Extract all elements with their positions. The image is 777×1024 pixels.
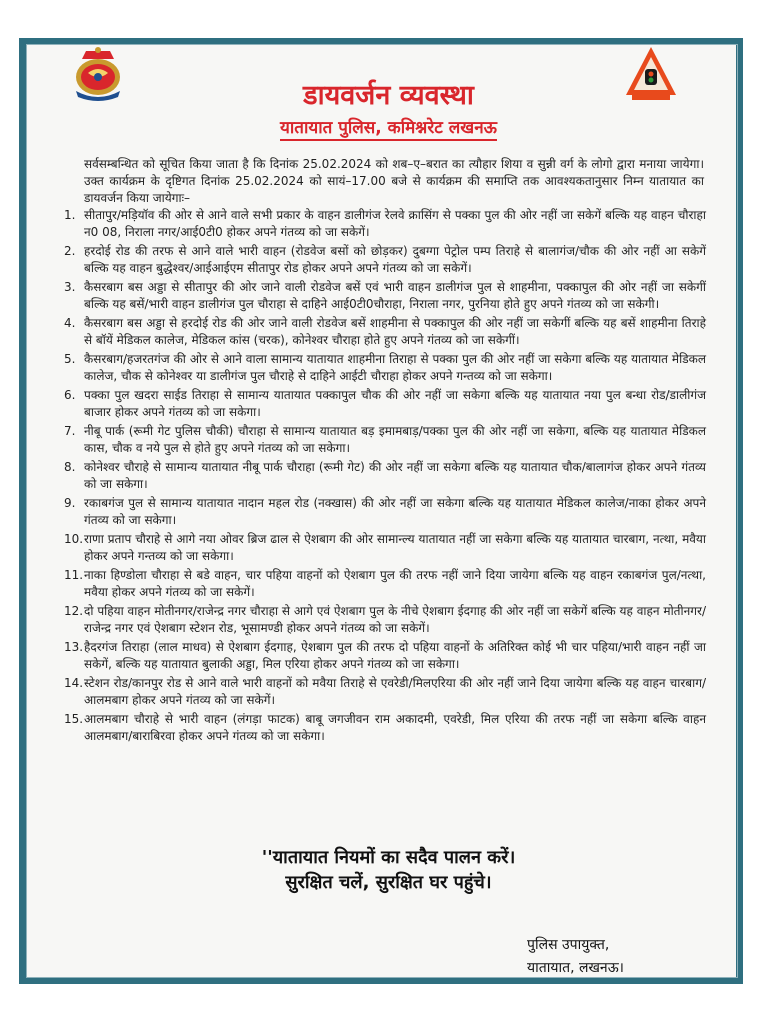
list-item-number: 14. (64, 676, 84, 690)
signature-line-2: यातायात, लखनऊ। (527, 960, 624, 976)
list-item-number: 1. (64, 208, 76, 222)
list-item (64, 207, 706, 240)
list-item-text: पक्का पुल खदरा साईड तिराहा से सामान्य यातायात पक्कापुल चौक की ओर नहीं जा सकेगा बल्कि यह यातायात नया पुल बन्धा रोड/डालीगंज बाजार होकर अपने गंतव्य को जा सकेगा। (84, 388, 706, 419)
list-item (64, 387, 706, 420)
slogan-line-2: सुरक्षित चलें, सुरक्षित घर पहुंचे। (285, 872, 492, 893)
list-item-number: 13. (64, 640, 84, 654)
list-item-text: कैसरबाग बस अड्डा से हरदोई रोड की ओर जाने वाली रोडवेज बसें शाहमीना से पक्कापुल की ओर नहीं जा सकेगीं बल्कि यह बसें शाहमीना तिराहे से बॉयें मेडिकल कालेज, मेडिकल कांस (चरक), कोनेश्वर चौराहा होते हुए अपने गंतव्य को जा सकेगीं। (84, 316, 706, 347)
list-item (64, 531, 706, 564)
list-item (64, 675, 706, 708)
list-item-text: कोनेश्वर चौराहे से सामान्य यातायात नीबू पार्क चौराहा (रूमी गेट) की ओर नहीं जा सकेगा बल्कि यह यातायात चौक/बालागंज होकर अपने गंतव्य को जा सकेगा। (84, 460, 706, 491)
list-item (64, 639, 706, 672)
list-item-text: कैसरबाग/हजरतगंज की ओर से आने वाला सामान्य यातायात शाहमीना तिराहा से पक्का पुल की ओर नहीं जा सकेगा बल्कि यह यातायात मेडिकल कालेज, चौक से कोनेश्वर या डालीगंज पुल चौराहे से दाहिने आईटी चौराहा होकर अपने गन्तव्य को जा सकेगा। (84, 352, 706, 383)
list-item-text: नाका हिण्डोला चौराहा से बडे वाहन, चार पहिया वाहनों को ऐशबाग पुल की तरफ नहीं जाने दिया जायेगा बल्कि यह वाहन रकाबगंज पुल/नत्था, मवैया होकर अपने गंतव्य को जा सकेगें। (84, 568, 706, 599)
list-item-text: आलमबाग चौराहे से भारी वाहन (लंगड़ा फाटक) बाबू जगजीवन राम अकादमी, एवरेडी, मिल एरिया की तरफ नहीं जा सकेगा बल्कि वाहन आलमबाग/बाराबिरवा होकर अपने गंतव्य को जा सकेगा। (84, 712, 706, 743)
list-item-number: 15. (64, 712, 84, 726)
list-item-text: हरदोई रोड की तरफ से आने वाले भारी वाहन (रोडवेज बसों को छोड़कर) दुबग्गा पेट्रोल पम्प तिराहे से बालागंज/चौक की ओर नहीं आ सकेगें बल्कि यह वाहन बुद्धेश्वर/आईआईएम सीतापुर रोड होकर अपने अपने गंतव्य को जा सकेगें। (84, 244, 706, 275)
page-title: डायवर्जन व्यवस्था (303, 80, 474, 111)
list-item (64, 243, 706, 276)
list-item-number: 5. (64, 352, 76, 366)
list-item-number: 7. (64, 424, 76, 438)
page-subtitle (0, 117, 777, 139)
list-item (64, 351, 706, 384)
diversion-list (64, 207, 706, 747)
intro-paragraph: सर्वसम्बन्धित को सूचित किया जाता है कि दिनांक 25.02.2024 को शब–ए–बरात का त्यौहार शिया व सुन्नी वर्ग के लोगो द्वारा मनाया जायेगा। उक्त कार्यक्रम के दृष्टिगत दिनांक 25.02.2024 को सायं–17.00 बजे से कार्यक्रम की समाप्ति तक आवश्यकतानुसार निम्न यातायात का डायवर्जन किया जायेगाः– (84, 157, 704, 205)
list-item-text: दो पहिया वाहन मोतीनगर/राजेन्द्र नगर चौराहा से आगे एवं ऐशबाग पुल के नीचे ऐशबाग ईदगाह की ओर नहीं जा सकेगें बल्कि यह वाहन मोतीनगर/राजेन्द्र नगर एवं ऐशबाग स्टेशन रोड, भूसामण्डी होकर अपने गंतव्य को जा सकेगें। (84, 604, 706, 635)
list-item-number: 6. (64, 388, 76, 402)
list-item-text: रकाबगंज पुल से सामान्य यातायात नादान महल रोड (नक्खास) की ओर नहीं जा सकेगा बल्कि यह यातायात मेडिकल कालेज/नाका होकर अपने गंतव्य को जा सकेगा। (84, 496, 706, 527)
list-item (64, 567, 706, 600)
signature-line-1: पुलिस उपायुक्त, (527, 937, 610, 953)
list-item-text: नीबू पार्क (रूमी गेट पुलिस चौकी) चौराहा से सामान्य यातायात बड़ इमामबाड़/पक्का पुल की ओर नहीं जा सकेगा, बल्कि यह यातायात मेडिकल कास, चौक व नये पुल से होते हुए अपने गंतव्य को जा सकेगा। (84, 424, 706, 455)
list-item-number: 8. (64, 460, 76, 474)
list-item-number: 10. (64, 532, 84, 546)
list-item-text: हैदरगंज तिराहा (लाल माधव) से ऐशबाग ईदगाह, ऐशबाग पुल की तरफ दो पहिया वाहनों के अतिरिक्त कोई भी चार पहिया/भारी वाहन नहीं जा सकेगें, बल्कि यह यातायात बुलाकी अड्डा, मिल एरिया होकर अपने गंतव्य को जा सकेगा। (84, 640, 706, 671)
list-item (64, 459, 706, 492)
list-item-text: राणा प्रताप चौराहे से आगे नया ओवर ब्रिज ढाल से ऐशबाग की ओर सामान्ल्य यातायात नहीं जा सकेगा बल्कि यह यातायात चारबाग, नत्था, मवैया होकर अपने गन्तव्य को जा सकेगा। (84, 532, 706, 563)
list-item (64, 279, 706, 312)
list-item (64, 495, 706, 528)
list-item (64, 315, 706, 348)
list-item (64, 423, 706, 456)
list-item (64, 711, 706, 744)
list-item-number: 3. (64, 280, 76, 294)
list-item-text: कैसरबाग बस अड्डा से सीतापुर की ओर जाने वाली रोडवेज बसें एवं भारी वाहन डालीगंज पुल से शाहमीना, पक्कापुल की ओर नहीं जा सकेगीं बल्कि यह बसें/भारी वाहन डालीगंज पुल चौराहा से दाहिने आई0टी0चौराहा, निराला नगर, पुरनिया होते हुए अपने गंतव्य को जा सकेगी। (84, 280, 706, 311)
subtitle-text: यातायात पुलिस, कमिश्नरेट लखनऊ (280, 118, 497, 141)
list-item-number: 4. (64, 316, 76, 330)
list-item-number: 2. (64, 244, 76, 258)
slogan-line-1: ''यातायात नियमों का सदैव पालन करें। (261, 847, 516, 868)
list-item-text: स्टेशन रोड/कानपुर रोड से आने वाले भारी वाहनों को मवैया तिराहे से एवरेडी/मिलएरिया की ओर नहीं जाने दिया जायेगा बल्कि यह वाहन चारबाग/आलमबाग होकर अपने गंतव्य को जा सकेगें। (84, 676, 706, 707)
list-item-number: 12. (64, 604, 84, 618)
list-item-number: 11. (64, 568, 84, 582)
list-item-number: 9. (64, 496, 76, 510)
list-item-text: सीतापुर/मड़ियॉव की ओर से आने वाले सभी प्रकार के वाहन डालीगंज रेलवे क्रासिंग से पक्का पुल की ओर नहीं जा सकेगें बल्कि यह वाहन चौराहा न0 08, निराला नगर/आई0टी0 होकर अपने गंतव्य को जा सकेगें। (84, 208, 706, 239)
list-item (64, 603, 706, 636)
